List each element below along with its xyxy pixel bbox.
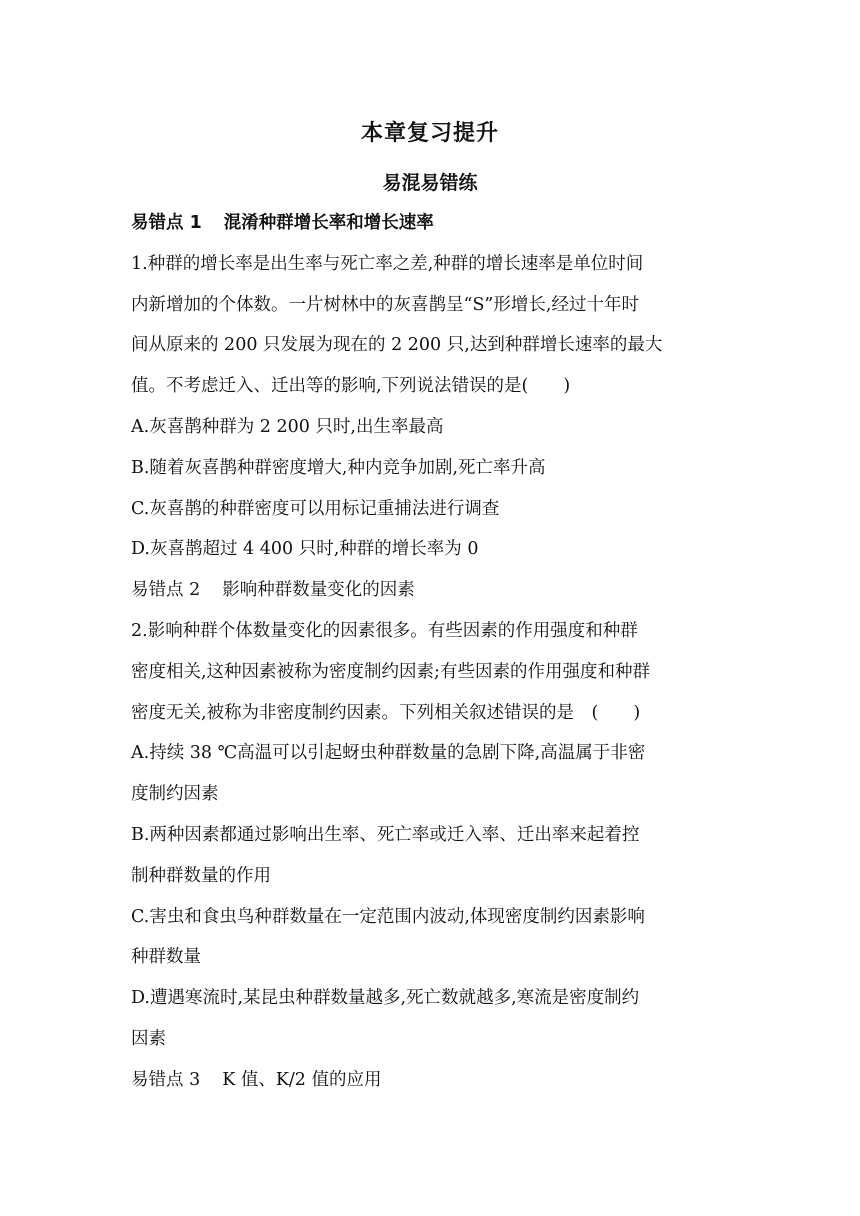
question-2-option-d-cont: 因素	[131, 1028, 166, 1049]
page-title: 本章复习提升	[360, 121, 499, 146]
error-point-3-heading	[131, 1060, 731, 1101]
question-2-option-a-cont: 度制约因素	[131, 784, 219, 805]
question-1	[131, 244, 731, 570]
question-2-option-a: A.持续 38 ℃高温可以引起蚜虫种群数量的急剧下降,高温属于非密	[131, 743, 646, 764]
document-body	[131, 203, 731, 1101]
question-2-stem-line: 密度无关,被称为非密度制约因素。下列相关叙述错误的是 ( )	[131, 702, 641, 723]
question-1-stem-line: 间从原来的 200 只发展为现在的 2 200 只,达到种群增长速率的最大	[131, 335, 663, 356]
question-2-stem-line: 密度相关,这种因素被称为密度制约因素;有些因素的作用强度和种群	[131, 661, 650, 682]
error-point-1-title: 混淆种群增长率和增长速率	[223, 213, 434, 233]
question-1-option-d: D.灰喜鹊超过 4 400 只时,种群的增长率为 0	[131, 539, 479, 560]
question-2-option-c-cont: 种群数量	[131, 947, 201, 968]
question-2-option-c: C.害虫和食虫鸟种群数量在一定范围内波动,体现密度制约因素影响	[131, 906, 645, 927]
error-point-1-heading	[131, 203, 731, 244]
question-2-option-d: D.遭遇寒流时,某昆虫种群数量越多,死亡数就越多,寒流是密度制约	[131, 988, 640, 1009]
question-2-option-b-cont: 制种群数量的作用	[131, 865, 271, 886]
error-point-2-heading	[131, 570, 731, 611]
section-title: 易混易错练	[382, 172, 478, 194]
question-1-stem-line: 值。不考虑迁入、迁出等的影响,下列说法错误的是( )	[131, 376, 571, 397]
question-1-stem-line: 内新增加的个体数。一片树林中的灰喜鹊呈“S”形增长,经过十年时	[131, 294, 639, 315]
error-point-2-title: 影响种群数量变化的因素	[222, 580, 415, 601]
question-1-option-a: A.灰喜鹊种群为 2 200 只时,出生率最高	[131, 416, 444, 437]
error-point-2-label: 易错点 2	[131, 580, 201, 601]
error-point-3-title: K 值、K/2 值的应用	[222, 1069, 382, 1090]
question-1-option-b: B.随着灰喜鹊种群密度增大,种内竞争加剧,死亡率升高	[131, 457, 546, 478]
question-1-stem-line: 1.种群的增长率是出生率与死亡率之差,种群的增长速率是单位时间	[131, 253, 644, 274]
question-2-stem-line: 2.影响种群个体数量变化的因素很多。有些因素的作用强度和种群	[131, 620, 638, 641]
question-2	[131, 611, 731, 1060]
question-2-option-b: B.两种因素都通过影响出生率、死亡率或迁入率、迁出率来起着控	[131, 824, 640, 845]
error-point-3-label: 易错点 3	[131, 1069, 201, 1090]
question-1-option-c: C.灰喜鹊的种群密度可以用标记重捕法进行调查	[131, 498, 500, 519]
error-point-1-label: 易错点 1	[131, 213, 202, 233]
